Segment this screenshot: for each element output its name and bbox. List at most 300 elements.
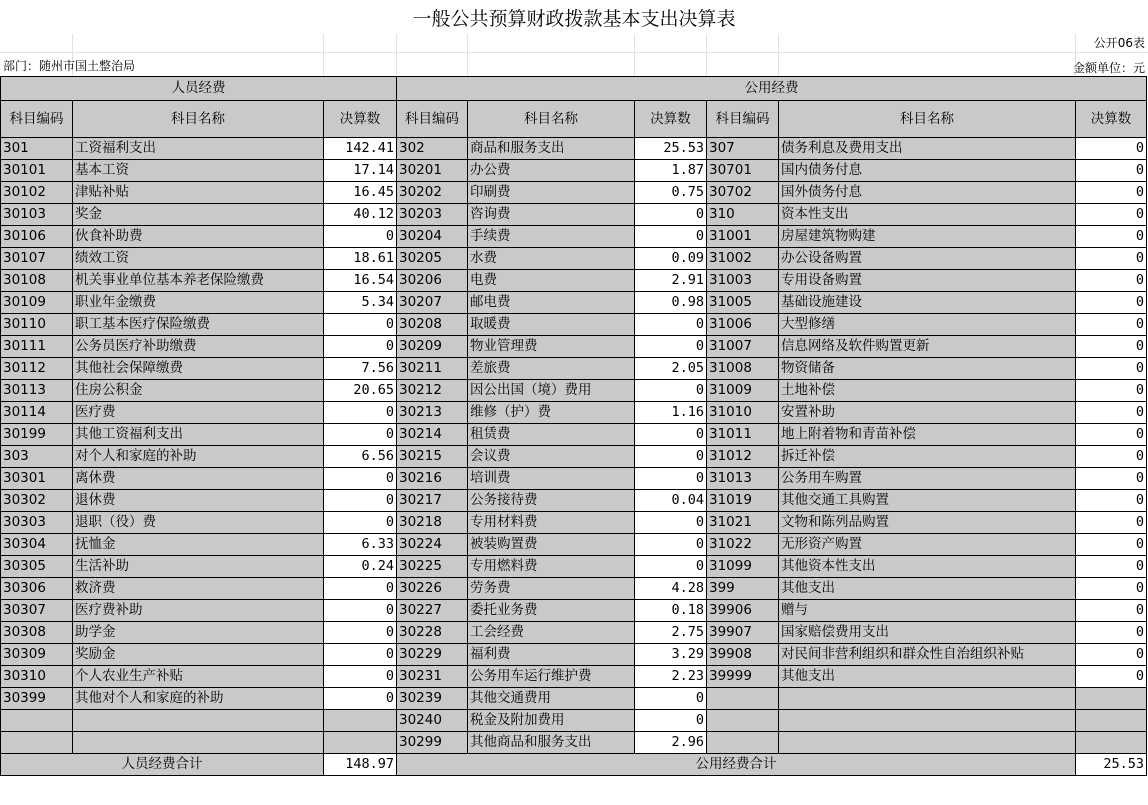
table-row: [1, 182, 1147, 204]
public-name-cell: 国家赔偿费用支出: [779, 622, 1076, 644]
table-row: [1, 226, 1147, 248]
public-code-cell: 31012: [707, 446, 779, 468]
public-name-cell: 物业管理费: [468, 336, 635, 358]
public-name-cell: 拆迁补偿: [779, 446, 1076, 468]
table-row: [1, 292, 1147, 314]
public-name-cell: 资本性支出: [779, 204, 1076, 226]
personnel-code-cell: 30303: [1, 512, 73, 534]
personnel-code-cell: 30304: [1, 534, 73, 556]
col-header-amount: 决算数: [324, 101, 397, 138]
public-code-cell: 31021: [707, 512, 779, 534]
personnel-code-cell: 30310: [1, 666, 73, 688]
personnel-amount-cell: 20.65: [324, 380, 397, 402]
public-amount-cell: 4.28: [635, 578, 707, 600]
personnel-code-cell: 30302: [1, 490, 73, 512]
public-amount-cell: 0: [635, 512, 707, 534]
col-header-code: 科目编码: [707, 101, 779, 138]
personnel-name-cell: 生活补助: [73, 556, 324, 578]
public-name-cell: 会议费: [468, 446, 635, 468]
public-code-cell: 30215: [397, 446, 468, 468]
public-code-cell: 30701: [707, 160, 779, 182]
public-name-cell: 专用设备购置: [779, 270, 1076, 292]
col-header-code: 科目编码: [397, 101, 468, 138]
public-name-cell: 文物和陈列品购置: [779, 512, 1076, 534]
personnel-name-cell: 其他工资福利支出: [73, 424, 324, 446]
personnel-code-cell: 30113: [1, 380, 73, 402]
public-code-cell: [707, 710, 779, 732]
grid-line: [706, 34, 707, 76]
personnel-code-cell: 30301: [1, 468, 73, 490]
col-header-name: 科目名称: [73, 101, 324, 138]
public-name-cell: 房屋建筑物购建: [779, 226, 1076, 248]
personnel-code-cell: 30307: [1, 600, 73, 622]
personnel-name-cell: 奖励金: [73, 644, 324, 666]
public-amount-cell: 0.18: [635, 600, 707, 622]
personnel-name-cell: 离休费: [73, 468, 324, 490]
public-code-cell: 310: [707, 204, 779, 226]
public-code-cell: 30208: [397, 314, 468, 336]
table-row: [1, 336, 1147, 358]
personnel-code-cell: 30199: [1, 424, 73, 446]
personnel-name-cell: 机关事业单位基本养老保险缴费: [73, 270, 324, 292]
public-code-cell: 30203: [397, 204, 468, 226]
public-amount-cell: 0: [1076, 600, 1147, 622]
personnel-amount-cell: 5.34: [324, 292, 397, 314]
personnel-code-cell: 30309: [1, 644, 73, 666]
personnel-name-cell: 津贴补贴: [73, 182, 324, 204]
public-name-cell: 培训费: [468, 468, 635, 490]
public-code-cell: 31013: [707, 468, 779, 490]
public-code-cell: 31019: [707, 490, 779, 512]
table-row: [1, 402, 1147, 424]
personnel-amount-cell: [324, 710, 397, 732]
public-amount-cell: 0: [635, 314, 707, 336]
public-name-cell: 大型修缮: [779, 314, 1076, 336]
personnel-amount-cell: 0: [324, 336, 397, 358]
personnel-amount-cell: 0: [324, 666, 397, 688]
public-amount-cell: 0: [635, 336, 707, 358]
personnel-name-cell: 医疗费补助: [73, 600, 324, 622]
public-code-cell: 30206: [397, 270, 468, 292]
personnel-code-cell: 30101: [1, 160, 73, 182]
personnel-code-cell: 30305: [1, 556, 73, 578]
public-code-cell: 30226: [397, 578, 468, 600]
personnel-code-cell: 30306: [1, 578, 73, 600]
table-row: [1, 666, 1147, 688]
public-amount-cell: 25.53: [635, 138, 707, 160]
public-amount-cell: 0: [1076, 358, 1147, 380]
public-name-cell: 劳务费: [468, 578, 635, 600]
grid-line: [396, 34, 397, 76]
table-row: [1, 490, 1147, 512]
public-code-cell: 30212: [397, 380, 468, 402]
public-name-cell: 专用材料费: [468, 512, 635, 534]
personnel-code-cell: [1, 710, 73, 732]
public-name-cell: [779, 732, 1076, 754]
table-row: [1, 644, 1147, 666]
personnel-amount-cell: 0: [324, 226, 397, 248]
col-header-name: 科目名称: [468, 101, 635, 138]
public-code-cell: 399: [707, 578, 779, 600]
personnel-name-cell: 救济费: [73, 578, 324, 600]
public-amount-cell: 2.05: [635, 358, 707, 380]
public-name-cell: 其他交通费用: [468, 688, 635, 710]
public-name-cell: 办公设备购置: [779, 248, 1076, 270]
public-code-cell: 302: [397, 138, 468, 160]
table-row: [1, 578, 1147, 600]
table-row: [1, 446, 1147, 468]
public-name-cell: [779, 688, 1076, 710]
personnel-name-cell: 助学金: [73, 622, 324, 644]
public-name-cell: 取暖费: [468, 314, 635, 336]
public-name-cell: 土地补偿: [779, 380, 1076, 402]
personnel-code-cell: 301: [1, 138, 73, 160]
personnel-amount-cell: 0: [324, 688, 397, 710]
personnel-name-cell: 工资福利支出: [73, 138, 324, 160]
public-name-cell: 其他支出: [779, 578, 1076, 600]
public-code-cell: 39908: [707, 644, 779, 666]
public-amount-cell: 0: [635, 226, 707, 248]
public-name-cell: 安置补助: [779, 402, 1076, 424]
personnel-amount-cell: 0: [324, 578, 397, 600]
public-code-cell: 30217: [397, 490, 468, 512]
personnel-name-cell: 退职（役）费: [73, 512, 324, 534]
personnel-amount-cell: 18.61: [324, 248, 397, 270]
public-name-cell: 其他资本性支出: [779, 556, 1076, 578]
public-amount-cell: 3.29: [635, 644, 707, 666]
department-label: 部门：随州市国土整治局: [3, 59, 136, 73]
public-amount-cell: 0: [1076, 270, 1147, 292]
public-amount-cell: 0: [1076, 446, 1147, 468]
public-name-cell: 咨询费: [468, 204, 635, 226]
personnel-name-cell: [73, 732, 324, 754]
personnel-code-cell: 30109: [1, 292, 73, 314]
public-code-cell: 31005: [707, 292, 779, 314]
public-name-cell: 物资储备: [779, 358, 1076, 380]
public-amount-cell: 0: [1076, 402, 1147, 424]
public-name-cell: 公务接待费: [468, 490, 635, 512]
table-row: [1, 468, 1147, 490]
public-amount-cell: 0: [635, 688, 707, 710]
col-header-amount: 决算数: [1076, 101, 1147, 138]
table-row: [1, 204, 1147, 226]
public-amount-cell: 1.87: [635, 160, 707, 182]
public-code-cell: 30214: [397, 424, 468, 446]
public-name-cell: 福利费: [468, 644, 635, 666]
public-amount-cell: 0: [635, 424, 707, 446]
public-code-cell: 31099: [707, 556, 779, 578]
col-header-code: 科目编码: [1, 101, 73, 138]
public-amount-cell: 2.91: [635, 270, 707, 292]
public-name-cell: 税金及附加费用: [468, 710, 635, 732]
table-row: [1, 732, 1147, 754]
public-amount-cell: 0: [1076, 248, 1147, 270]
public-amount-cell: 0: [1076, 578, 1147, 600]
table-row: [1, 710, 1147, 732]
col-header-name: 科目名称: [779, 101, 1076, 138]
public-amount-cell: 0: [635, 204, 707, 226]
public-name-cell: 赠与: [779, 600, 1076, 622]
public-code-cell: 30240: [397, 710, 468, 732]
personnel-amount-cell: 0: [324, 402, 397, 424]
public-amount-cell: 0: [1076, 138, 1147, 160]
public-amount-cell: 0: [1076, 644, 1147, 666]
public-amount-cell: 1.16: [635, 402, 707, 424]
table-row: [1, 512, 1147, 534]
public-code-cell: 307: [707, 138, 779, 160]
table-row: [1, 138, 1147, 160]
public-amount-cell: 0: [1076, 292, 1147, 314]
page-title: 一般公共预算财政拨款基本支出决算表: [412, 8, 736, 30]
grid-line: [778, 34, 779, 76]
public-amount-cell: 0.04: [635, 490, 707, 512]
header-spacer-row: [0, 34, 1148, 53]
public-code-cell: 30202: [397, 182, 468, 204]
table-row: [1, 270, 1147, 292]
personnel-code-cell: [1, 732, 73, 754]
public-code-cell: 30227: [397, 600, 468, 622]
personnel-total-label: 人员经费合计: [1, 754, 324, 776]
table-row: [1, 556, 1147, 578]
public-code-cell: 39906: [707, 600, 779, 622]
public-name-cell: 国内债务付息: [779, 160, 1076, 182]
personnel-name-cell: 奖金: [73, 204, 324, 226]
public-name-cell: 公务用车运行维护费: [468, 666, 635, 688]
personnel-name-cell: 公务员医疗补助缴费: [73, 336, 324, 358]
public-amount-cell: 0: [1076, 314, 1147, 336]
public-code-cell: 30204: [397, 226, 468, 248]
public-code-cell: [707, 688, 779, 710]
unit-label: 金额单位：元: [1072, 61, 1145, 75]
public-name-cell: 其他交通工具购置: [779, 490, 1076, 512]
public-amount-cell: [1076, 688, 1147, 710]
personnel-amount-cell: 0: [324, 600, 397, 622]
public-amount-cell: 0: [635, 468, 707, 490]
public-name-cell: 手续费: [468, 226, 635, 248]
personnel-name-cell: [73, 710, 324, 732]
table-row: [1, 622, 1147, 644]
table-row: [1, 380, 1147, 402]
public-amount-cell: 0.98: [635, 292, 707, 314]
personnel-total-value: 148.97: [324, 754, 397, 776]
public-code-cell: 31011: [707, 424, 779, 446]
public-name-cell: 地上附着物和青苗补偿: [779, 424, 1076, 446]
public-code-cell: 30216: [397, 468, 468, 490]
table-row: [1, 358, 1147, 380]
public-code-cell: [707, 732, 779, 754]
personnel-amount-cell: 7.56: [324, 358, 397, 380]
personnel-amount-cell: 0: [324, 644, 397, 666]
public-amount-cell: 0: [1076, 512, 1147, 534]
personnel-section-header: 人员经费: [1, 77, 397, 101]
personnel-code-cell: 30111: [1, 336, 73, 358]
personnel-amount-cell: 0: [324, 468, 397, 490]
public-amount-cell: 0: [1076, 204, 1147, 226]
personnel-amount-cell: [324, 732, 397, 754]
personnel-name-cell: 绩效工资: [73, 248, 324, 270]
personnel-code-cell: 30103: [1, 204, 73, 226]
table-row: [1, 600, 1147, 622]
grid-line: [634, 34, 635, 76]
public-name-cell: 被装购置费: [468, 534, 635, 556]
table-row: [1, 688, 1147, 710]
public-amount-cell: 0: [1076, 182, 1147, 204]
public-name-cell: [779, 710, 1076, 732]
public-amount-cell: 0: [1076, 226, 1147, 248]
grid-line: [467, 34, 468, 76]
public-code-cell: 31022: [707, 534, 779, 556]
public-code-cell: 31009: [707, 380, 779, 402]
public-name-cell: 水费: [468, 248, 635, 270]
public-name-cell: 基础设施建设: [779, 292, 1076, 314]
public-code-cell: 30201: [397, 160, 468, 182]
personnel-amount-cell: 0: [324, 622, 397, 644]
public-amount-cell: 0.09: [635, 248, 707, 270]
public-amount-cell: 0: [635, 534, 707, 556]
personnel-name-cell: 抚恤金: [73, 534, 324, 556]
table-row: [1, 314, 1147, 336]
public-code-cell: 30218: [397, 512, 468, 534]
public-amount-cell: 0: [1076, 336, 1147, 358]
public-code-cell: 30702: [707, 182, 779, 204]
public-code-cell: 30224: [397, 534, 468, 556]
public-code-cell: 31010: [707, 402, 779, 424]
public-name-cell: 差旅费: [468, 358, 635, 380]
personnel-name-cell: 伙食补助费: [73, 226, 324, 248]
personnel-name-cell: 职业年金缴费: [73, 292, 324, 314]
public-name-cell: 其他商品和服务支出: [468, 732, 635, 754]
personnel-code-cell: 30114: [1, 402, 73, 424]
personnel-code-cell: 30110: [1, 314, 73, 336]
grid-line: [323, 34, 324, 76]
public-amount-cell: 0: [635, 710, 707, 732]
public-name-cell: 无形资产购置: [779, 534, 1076, 556]
personnel-name-cell: 住房公积金: [73, 380, 324, 402]
public-name-cell: 电费: [468, 270, 635, 292]
personnel-amount-cell: 16.45: [324, 182, 397, 204]
public-amount-cell: 0: [1076, 490, 1147, 512]
public-name-cell: 商品和服务支出: [468, 138, 635, 160]
public-amount-cell: 0: [635, 446, 707, 468]
public-name-cell: 办公费: [468, 160, 635, 182]
personnel-name-cell: 对个人和家庭的补助: [73, 446, 324, 468]
col-header-amount: 决算数: [635, 101, 707, 138]
personnel-name-cell: 职工基本医疗保险缴费: [73, 314, 324, 336]
public-code-cell: 31006: [707, 314, 779, 336]
personnel-name-cell: 基本工资: [73, 160, 324, 182]
public-name-cell: 信息网络及软件购置更新: [779, 336, 1076, 358]
personnel-name-cell: 其他社会保障缴费: [73, 358, 324, 380]
public-code-cell: 30228: [397, 622, 468, 644]
personnel-code-cell: 30399: [1, 688, 73, 710]
public-name-cell: 工会经费: [468, 622, 635, 644]
personnel-amount-cell: 142.41: [324, 138, 397, 160]
public-name-cell: 公务用车购置: [779, 468, 1076, 490]
public-code-cell: 30211: [397, 358, 468, 380]
public-code-cell: 30207: [397, 292, 468, 314]
personnel-code-cell: 30102: [1, 182, 73, 204]
table-row: [1, 424, 1147, 446]
personnel-amount-cell: 0.24: [324, 556, 397, 578]
public-name-cell: 印刷费: [468, 182, 635, 204]
public-code-cell: 31008: [707, 358, 779, 380]
public-code-cell: 30229: [397, 644, 468, 666]
personnel-amount-cell: 0: [324, 490, 397, 512]
public-name-cell: 邮电费: [468, 292, 635, 314]
public-amount-cell: 2.96: [635, 732, 707, 754]
expenditure-table: [0, 76, 1147, 776]
public-amount-cell: 0.75: [635, 182, 707, 204]
public-amount-cell: 0: [635, 556, 707, 578]
public-amount-cell: 0: [1076, 160, 1147, 182]
personnel-amount-cell: 17.14: [324, 160, 397, 182]
personnel-name-cell: 个人农业生产补贴: [73, 666, 324, 688]
public-code-cell: 30209: [397, 336, 468, 358]
personnel-code-cell: 30308: [1, 622, 73, 644]
public-amount-cell: [1076, 732, 1147, 754]
personnel-code-cell: 30112: [1, 358, 73, 380]
public-name-cell: 债务利息及费用支出: [779, 138, 1076, 160]
public-name-cell: 对民间非营利组织和群众性自治组织补贴: [779, 644, 1076, 666]
personnel-name-cell: 医疗费: [73, 402, 324, 424]
public-name-cell: 维修（护）费: [468, 402, 635, 424]
personnel-amount-cell: 40.12: [324, 204, 397, 226]
public-total-label: 公用经费合计: [397, 754, 1076, 776]
public-code-cell: 30225: [397, 556, 468, 578]
public-name-cell: 其他支出: [779, 666, 1076, 688]
personnel-amount-cell: 6.33: [324, 534, 397, 556]
form-number: 公开06表: [1093, 36, 1145, 50]
public-code-cell: 30213: [397, 402, 468, 424]
personnel-amount-cell: 0: [324, 314, 397, 336]
public-amount-cell: 0: [1076, 424, 1147, 446]
public-code-cell: 30231: [397, 666, 468, 688]
public-code-cell: 30299: [397, 732, 468, 754]
personnel-code-cell: 30107: [1, 248, 73, 270]
personnel-code-cell: 30106: [1, 226, 73, 248]
public-code-cell: 31007: [707, 336, 779, 358]
public-name-cell: 因公出国（境）费用: [468, 380, 635, 402]
personnel-code-cell: 30108: [1, 270, 73, 292]
public-amount-cell: 0: [1076, 622, 1147, 644]
public-code-cell: 39999: [707, 666, 779, 688]
personnel-code-cell: 303: [1, 446, 73, 468]
public-name-cell: 国外债务付息: [779, 182, 1076, 204]
public-section-header: 公用经费: [397, 77, 1147, 101]
public-amount-cell: [1076, 710, 1147, 732]
public-name-cell: 委托业务费: [468, 600, 635, 622]
public-amount-cell: 0: [1076, 534, 1147, 556]
personnel-amount-cell: 6.56: [324, 446, 397, 468]
public-amount-cell: 0: [1076, 468, 1147, 490]
public-total-value: 25.53: [1076, 754, 1147, 776]
public-amount-cell: 2.75: [635, 622, 707, 644]
public-name-cell: 专用燃料费: [468, 556, 635, 578]
public-amount-cell: 0: [1076, 380, 1147, 402]
table-row: [1, 248, 1147, 270]
public-code-cell: 31003: [707, 270, 779, 292]
public-amount-cell: 0: [635, 380, 707, 402]
personnel-name-cell: 退休费: [73, 490, 324, 512]
public-amount-cell: 0: [1076, 556, 1147, 578]
public-amount-cell: 0: [1076, 666, 1147, 688]
public-code-cell: 31002: [707, 248, 779, 270]
personnel-amount-cell: 0: [324, 424, 397, 446]
public-code-cell: 31001: [707, 226, 779, 248]
public-code-cell: 30205: [397, 248, 468, 270]
public-code-cell: 30239: [397, 688, 468, 710]
public-amount-cell: 2.23: [635, 666, 707, 688]
